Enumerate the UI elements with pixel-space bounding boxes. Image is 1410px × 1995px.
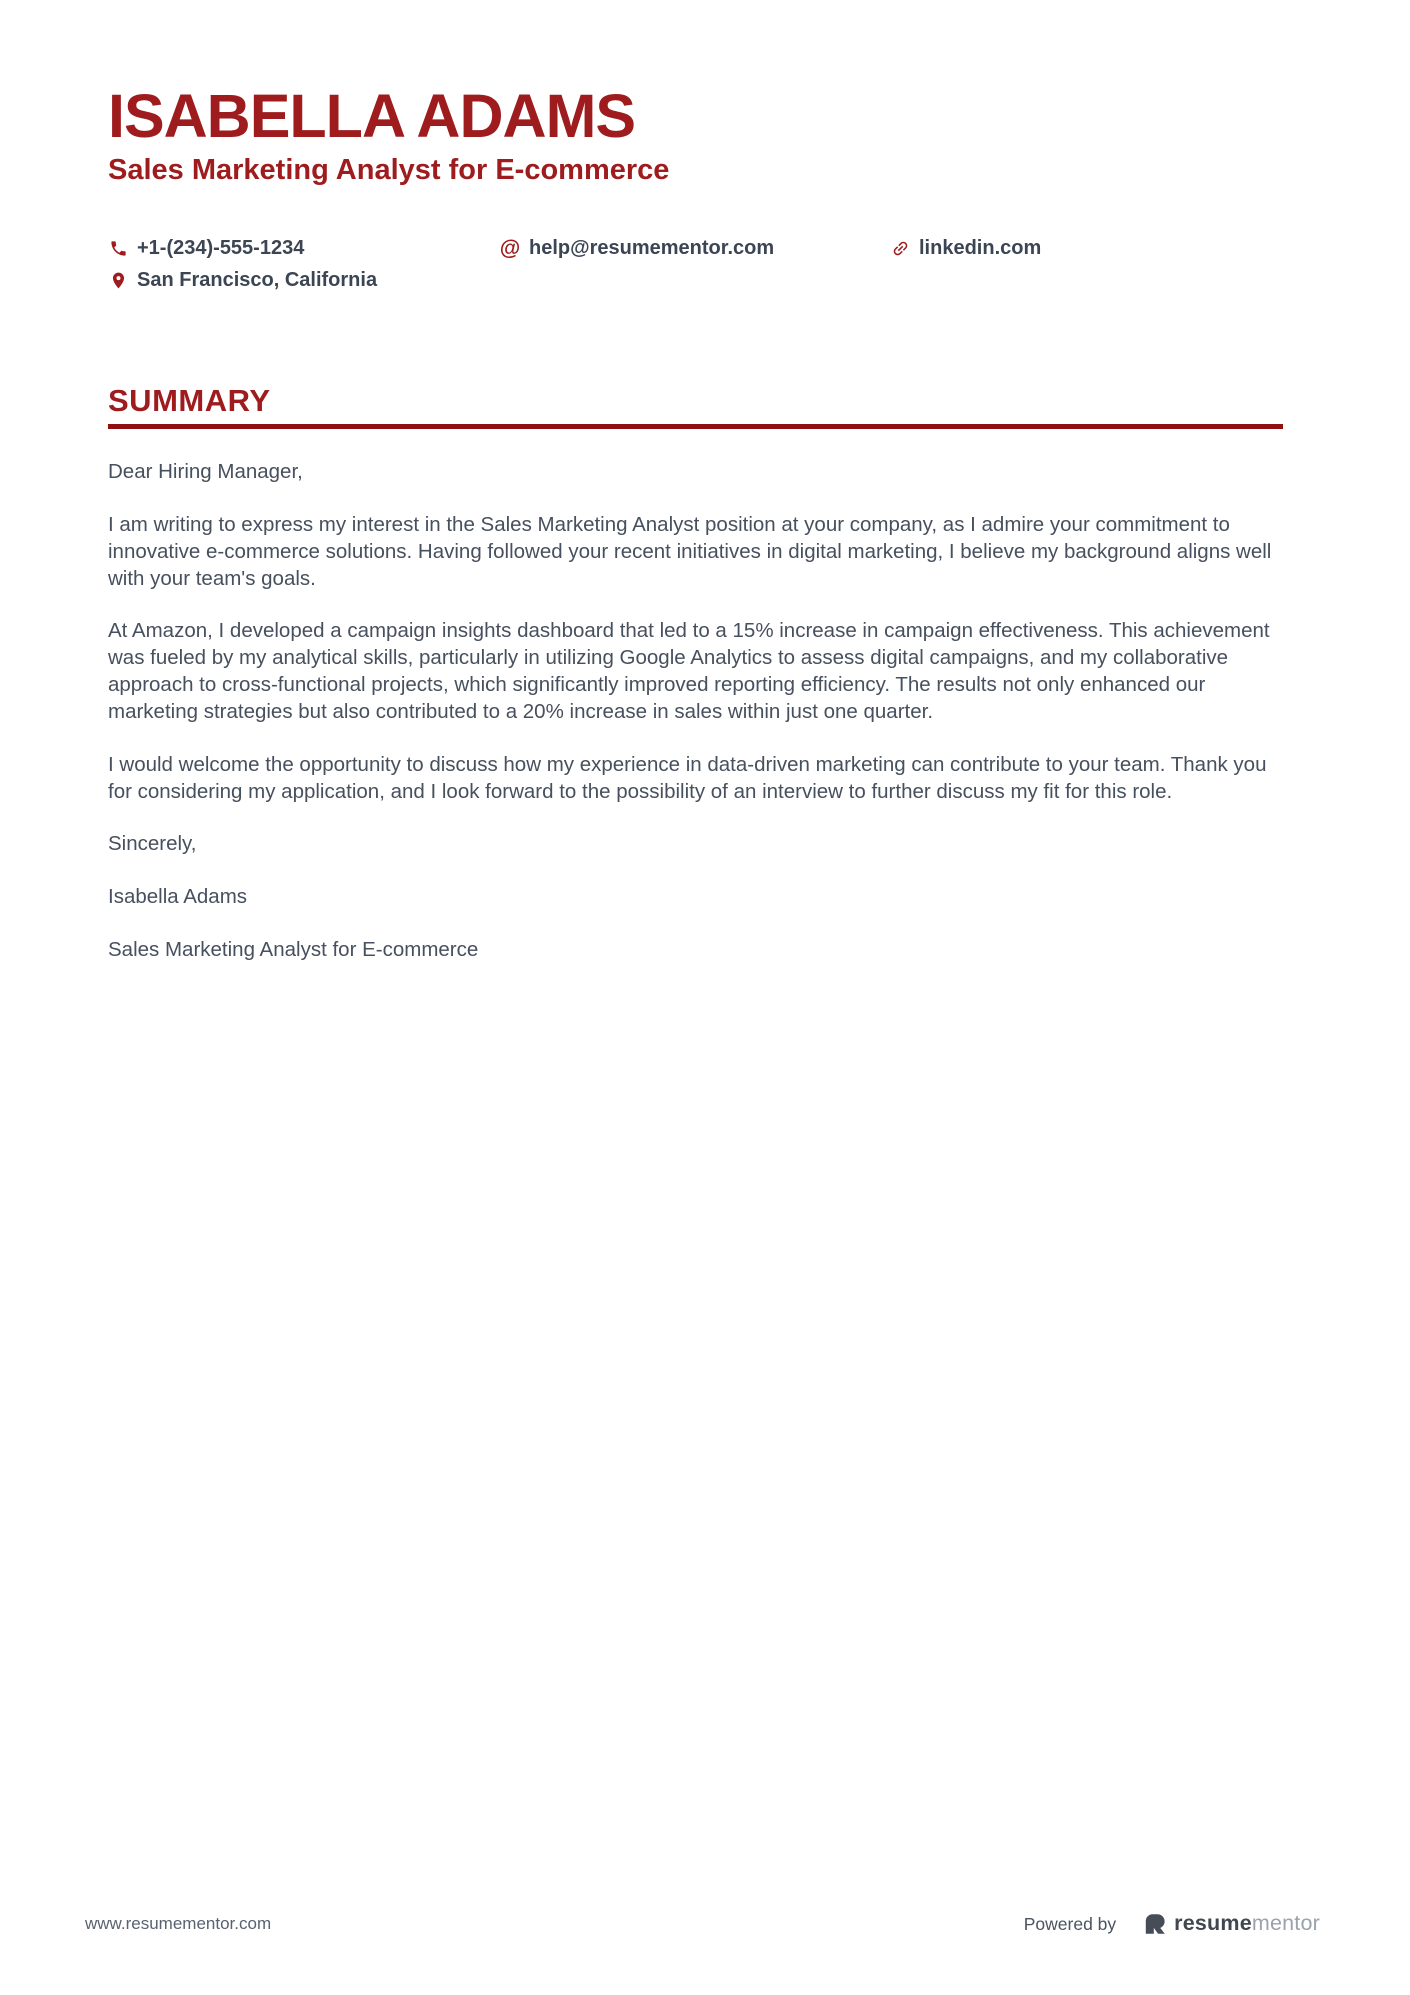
contact-linkedin-label: linkedin.com xyxy=(919,236,1042,259)
paragraph-closing: I would welcome the opportunity to discuss how my experience in data-driven marketing can contribute to your team. Thank you for considering my application, and I look forward to the possibility of an interview to further discuss my fit for this role. xyxy=(108,752,1267,803)
at-icon: @ xyxy=(499,236,521,260)
resumementor-logo[interactable] xyxy=(1142,1911,1320,1937)
resumementor-logo-text xyxy=(1174,1913,1320,1935)
contact-phone[interactable] xyxy=(108,237,500,260)
contact-email-label: help@resumementor.com xyxy=(529,236,775,259)
summary-heading: SUMMARY xyxy=(108,382,271,418)
summary-section xyxy=(108,384,1283,964)
contact-email[interactable] xyxy=(500,237,890,260)
resumementor-logo-icon xyxy=(1142,1911,1168,1937)
paragraph-achievements: At Amazon, I developed a campaign insights dashboard that led to a 15% increase in campaign effectiveness. This achievement was fueled by my analytical skills, particularly in utilizing Google Analytics to assess digital campaigns, and my collaborative approach to cross-functional projects, which significantly improved reporting efficiency. The results not only enhanced our marketing strategies but also contributed to a 20% increase in sales within just one quarter. xyxy=(108,619,1270,723)
contact-phone-label: +1-(234)-555-1234 xyxy=(137,236,305,259)
paragraph-salutation: Dear Hiring Manager, xyxy=(108,459,303,483)
paragraph-intro: I am writing to express my interest in the Sales Marketing Analyst position at your company, as I admire your commitment to innovative e-commerce solutions. Having followed your recent initiatives in digital marketing, I believe my background aligns well with your team's goals. xyxy=(108,512,1272,590)
footer-site-link[interactable]: www.resumementor.com xyxy=(85,1914,272,1933)
paragraph-signoff: Sincerely, xyxy=(108,832,197,856)
paragraph-signature-title: Sales Marketing Analyst for E-commerce xyxy=(108,938,479,962)
location-icon xyxy=(108,270,128,290)
link-icon xyxy=(890,238,910,258)
candidate-name: ISABELLA ADAMS xyxy=(108,82,636,150)
logo-text-resume: resume xyxy=(1174,1911,1252,1936)
section-divider xyxy=(108,424,1283,429)
logo-text-mentor: mentor xyxy=(1251,1911,1320,1936)
phone-icon xyxy=(108,238,128,258)
contact-linkedin[interactable] xyxy=(890,237,1283,260)
cover-letter-body xyxy=(108,459,1283,964)
page-footer xyxy=(85,1911,1320,1937)
powered-by-block xyxy=(1024,1911,1320,1937)
contact-location-label: San Francisco, California xyxy=(137,268,378,291)
header xyxy=(108,82,1283,292)
paragraph-signature-name: Isabella Adams xyxy=(108,885,248,909)
powered-by-label: Powered by xyxy=(1023,1913,1117,1934)
contact-info xyxy=(108,237,1283,292)
contact-location[interactable] xyxy=(108,269,500,292)
candidate-job-title: Sales Marketing Analyst for E-commerce xyxy=(108,154,670,186)
